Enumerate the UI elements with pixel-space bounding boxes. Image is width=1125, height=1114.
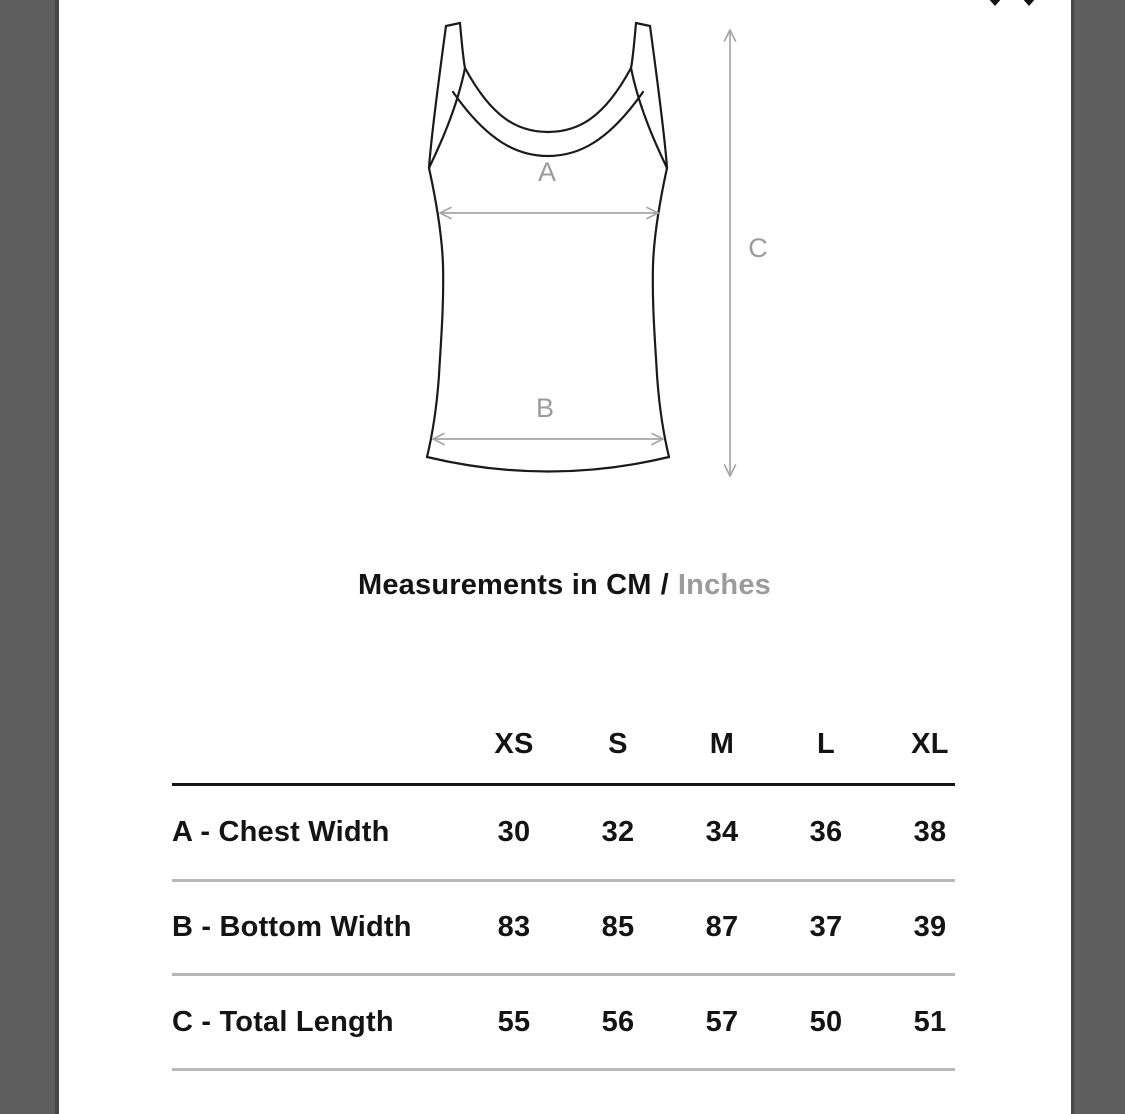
size-header-s: S: [608, 728, 628, 760]
modal-backdrop-right[interactable]: [1071, 0, 1125, 1114]
bottom-width-arrow: [433, 434, 663, 445]
unit-inches-toggle[interactable]: Inches: [677, 569, 771, 601]
bottom-width-l: 37: [809, 911, 843, 943]
size-header-xl: XL: [911, 728, 949, 760]
table-row: [172, 882, 982, 973]
row-label-bottom-width: B - Bottom Width: [172, 911, 412, 943]
chest-width-s: 32: [601, 816, 635, 848]
total-length-m: 57: [705, 1005, 739, 1038]
measurement-units-title: [59, 566, 1070, 604]
chest-width-arrow: [440, 208, 658, 219]
total-length-label: C: [748, 233, 768, 263]
garment-measurement-diagram: [420, 20, 790, 485]
total-length-s: 56: [601, 1005, 635, 1038]
chest-width-l: 36: [809, 816, 843, 848]
bottom-width-s: 85: [601, 911, 635, 943]
bottom-width-xl: 39: [913, 911, 947, 943]
chest-width-xl: 38: [913, 816, 947, 848]
bottom-width-xs: 83: [497, 911, 531, 943]
total-length-arrow: [725, 30, 736, 476]
chest-width-label: A: [537, 157, 557, 187]
chest-width-xs: 30: [497, 816, 531, 848]
table-row: [172, 786, 982, 879]
size-header-xs: XS: [494, 728, 534, 760]
bottom-width-m: 87: [705, 911, 739, 943]
unit-cm-label: Measurements in CM: [357, 569, 652, 601]
total-length-l: 50: [809, 1005, 843, 1038]
size-header-row: [172, 706, 982, 783]
size-header-m: M: [709, 728, 735, 760]
table-bottom-rule: [172, 1068, 955, 1071]
size-chart-table: [172, 706, 982, 1071]
unit-separator: /: [660, 569, 669, 601]
table-row: [172, 976, 982, 1068]
bottom-width-label: B: [535, 393, 555, 423]
chevron-down-icon: [1021, 0, 1037, 6]
size-header-l: L: [816, 728, 835, 760]
tank-top-drawing: [420, 20, 790, 485]
row-label-chest-width: A - Chest Width: [172, 816, 390, 848]
total-length-xs: 55: [497, 1005, 531, 1038]
row-label-total-length: C - Total Length: [172, 1005, 394, 1038]
modal-backdrop-left[interactable]: [0, 0, 59, 1114]
total-length-xl: 51: [913, 1005, 947, 1038]
chest-width-m: 34: [705, 816, 739, 848]
chevron-down-icon: [987, 0, 1003, 6]
